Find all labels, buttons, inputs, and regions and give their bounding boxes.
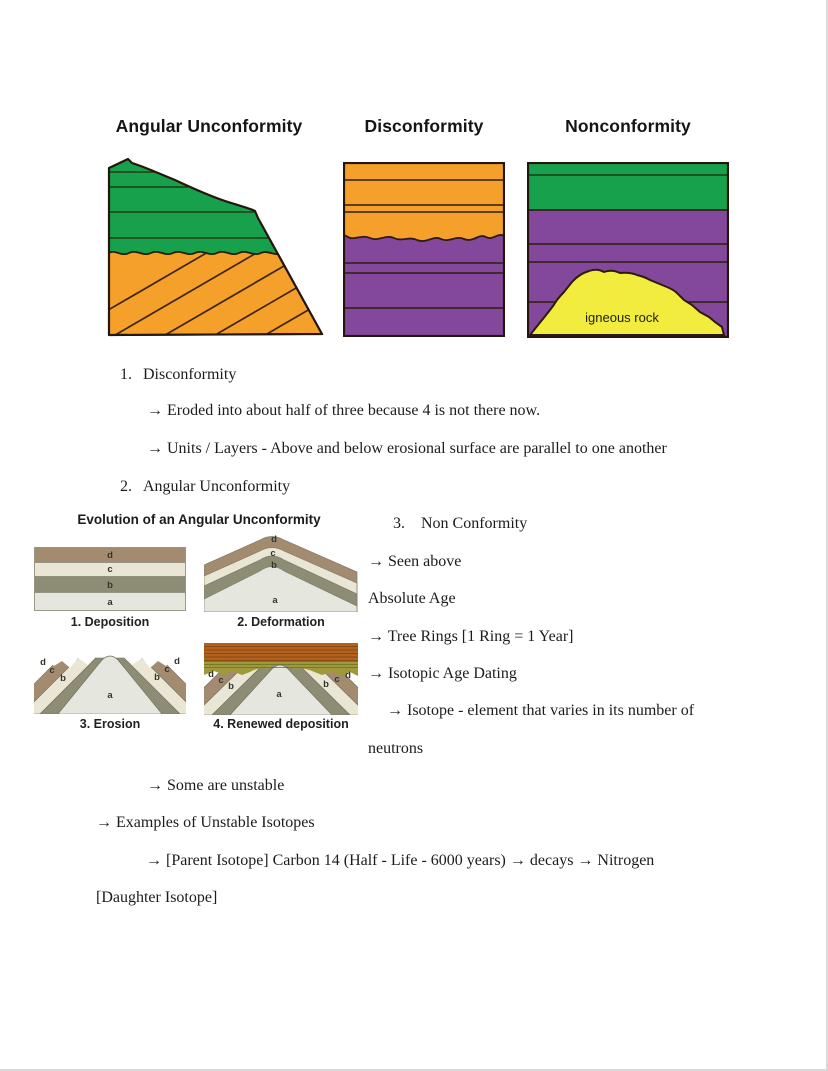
absolute-age-heading: Absolute Age <box>368 590 456 607</box>
layer-label-d: d <box>174 656 180 667</box>
note-line-isotopic-age-dating: → Isotopic Age Dating <box>368 665 517 682</box>
layer-label-d: d <box>345 670 351 681</box>
layer-label-c: c <box>164 664 170 675</box>
item-number: 3. <box>393 515 405 532</box>
layer-label-c: c <box>49 665 55 676</box>
igneous-rock-label: igneous rock <box>585 310 659 325</box>
note-line-units-layers: → Units / Layers - Above and below erosional surface are parallel to one another <box>147 440 667 457</box>
layer-label-d: d <box>107 550 113 561</box>
note-line-daughter-isotope: [Daughter Isotope] <box>96 889 218 906</box>
layer-label-a: a <box>107 597 113 608</box>
layer-label-b: b <box>154 672 160 683</box>
layer-label-b: b <box>60 673 66 684</box>
item-label: Angular Unconformity <box>143 478 291 495</box>
note-line-neutrons: neutrons <box>368 740 424 757</box>
layer-label-a: a <box>276 689 282 700</box>
layer-label-c: c <box>334 674 340 685</box>
item-label: Disconformity <box>143 366 237 383</box>
new-strata-rust <box>204 643 358 662</box>
layer-label-c: c <box>107 564 113 575</box>
panel-caption-deposition: 1. Deposition <box>70 615 150 629</box>
note-line-isotope-definition: → Isotope - element that varies in its number of <box>387 702 695 719</box>
note-line-some-unstable: → Some are unstable <box>147 777 285 794</box>
note-line-carbon14: → [Parent Isotope] Carbon 14 (Half - Life - 6000 years) → decays → Nitrogen <box>146 852 655 869</box>
evolution-panel-deposition <box>34 547 186 611</box>
item-number: 1. <box>120 366 132 383</box>
notes-item-1 <box>120 366 236 384</box>
green-strata <box>528 163 728 210</box>
layer-label-a: a <box>272 595 278 606</box>
layer-label-c: c <box>270 548 276 559</box>
layer-label-d: d <box>40 657 46 668</box>
tilted-orange-strata <box>109 252 322 335</box>
evolution-panel-renewed-deposition <box>204 643 358 715</box>
note-line-tree-rings: → Tree Rings [1 Ring = 1 Year] <box>368 628 574 645</box>
layer-label-b: b <box>271 560 277 571</box>
evolution-panel-deformation <box>204 528 358 612</box>
panel-caption-deformation: 2. Deformation <box>237 615 325 629</box>
note-line-examples-unstable: → Examples of Unstable Isotopes <box>96 814 315 831</box>
layer-label-b: b <box>323 679 329 690</box>
diagram-title-disconformity: Disconformity <box>364 116 484 136</box>
layer-label-a: a <box>107 690 113 701</box>
diagram-title-nonconformity: Nonconformity <box>565 116 691 136</box>
layer-label-d: d <box>208 669 214 680</box>
note-line-seen-above: → Seen above <box>368 553 462 570</box>
angular-unconformity-figure <box>105 153 325 337</box>
layer-label-b: b <box>228 681 234 692</box>
evolution-figure-title: Evolution of an Angular Unconformity <box>77 512 321 527</box>
evolution-panel-erosion <box>34 648 186 714</box>
layer-label-c: c <box>218 675 224 686</box>
layer-label-d: d <box>271 534 277 545</box>
disconformity-figure <box>343 162 505 337</box>
item-label: Non Conformity <box>421 515 528 532</box>
upper-orange-strata <box>344 163 504 241</box>
panel-caption-erosion: 3. Erosion <box>79 717 141 731</box>
layer-label-b: b <box>107 580 113 591</box>
item-number: 2. <box>120 478 132 495</box>
note-line-eroded: → Eroded into about half of three because 4 is not there now. <box>147 402 541 419</box>
nonconformity-figure <box>527 162 729 338</box>
notes-item-2 <box>120 478 290 496</box>
notes-item-3 <box>393 515 527 533</box>
diagram-title-angular-unconformity: Angular Unconformity <box>115 116 303 136</box>
panel-caption-renewed-deposition: 4. Renewed deposition <box>213 717 349 731</box>
